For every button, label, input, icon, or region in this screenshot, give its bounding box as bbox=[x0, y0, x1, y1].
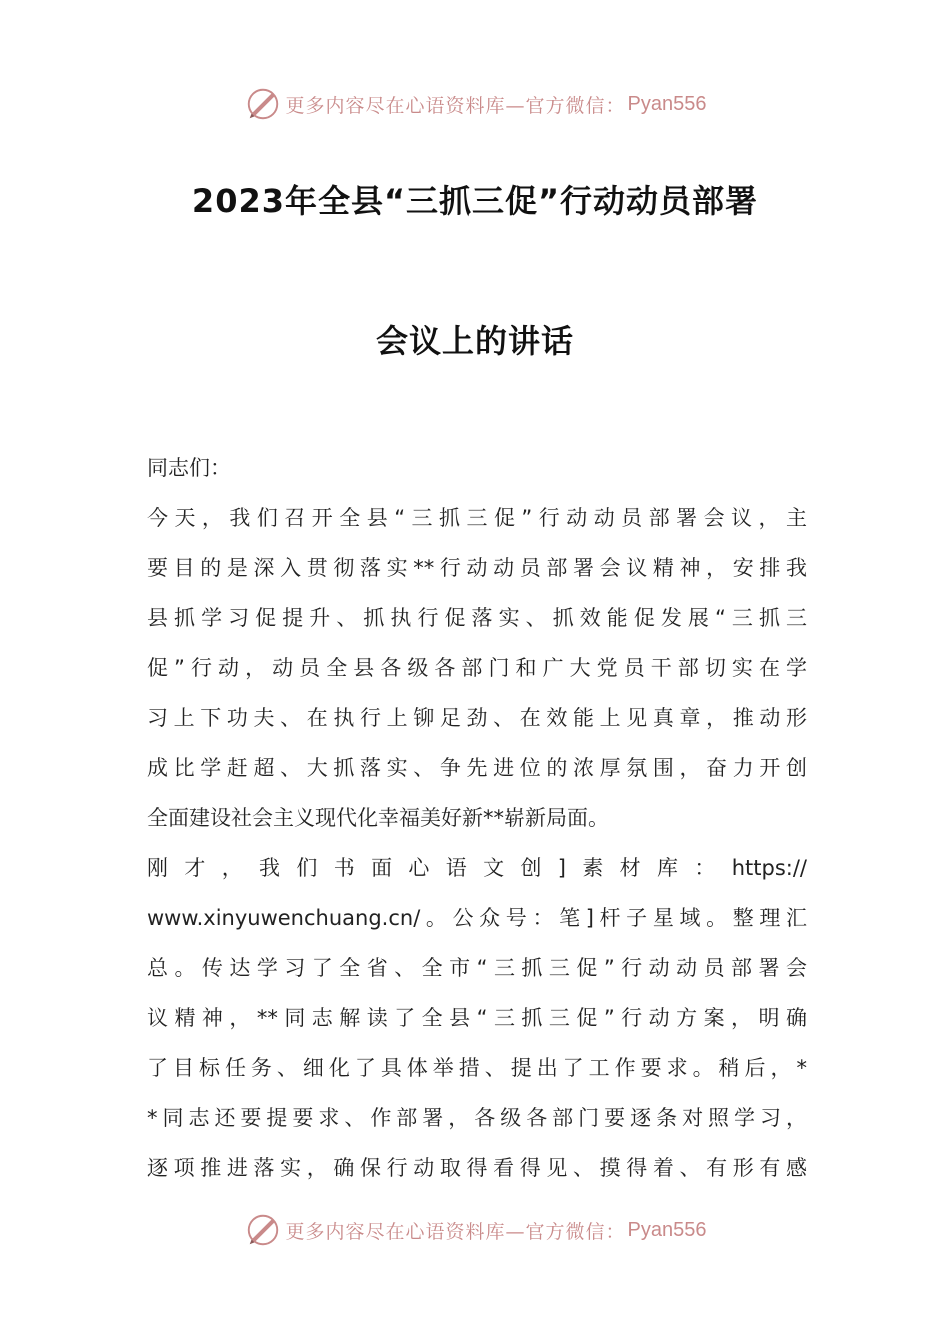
text-line: 要目的是深入贯彻落实**行动动员部署会议精神，安排我 bbox=[147, 556, 807, 580]
pen-logo-icon bbox=[244, 1211, 282, 1249]
salutation: 同志们： bbox=[147, 456, 231, 480]
header-watermark bbox=[0, 82, 950, 126]
text-line: 了目标任务、细化了具体举措、提出了工作要求。稍后，* bbox=[147, 1056, 807, 1080]
text-line: 今天，我们召开全县“三抓三促”行动动员部署会议，主 bbox=[147, 506, 807, 530]
title-line-1: 2023年全县“三抓三促”行动动员部署 bbox=[191, 182, 759, 220]
text-line: 县抓学习促提升、抓执行促落实、抓效能促发展“三抓三 bbox=[147, 606, 807, 630]
text-line: 促”行动，动员全县各级各部门和广大党员干部切实在学 bbox=[147, 656, 807, 680]
watermark-text: 更多内容尽在心语资料库—官方微信： bbox=[285, 1220, 626, 1243]
speech-body bbox=[147, 443, 807, 1193]
text-line: 议精神，**同志解读了全县“三抓三促”行动方案，明确 bbox=[147, 1006, 807, 1030]
title-line-2: 会议上的讲话 bbox=[375, 322, 574, 360]
text-line: 总。传达学习了全省、全市“三抓三促”行动动员部署会 bbox=[147, 956, 807, 980]
text-line: 刚才，我们书面心语文创]素材库：https:// bbox=[147, 856, 807, 880]
text-line: *同志还要提要求、作部署，各级各部门要逐条对照学习， bbox=[147, 1106, 807, 1130]
text-line: www.xinyuwenchuang.cn/。公众号：笔]杆子星域。整理汇 bbox=[147, 906, 807, 930]
text-line: 全面建设社会主义现代化幸福美好新**崭新局面。 bbox=[147, 806, 609, 830]
text-line: 习上下功夫、在执行上铆足劲、在效能上见真章，推动形 bbox=[147, 706, 807, 730]
pen-logo-icon bbox=[244, 85, 282, 123]
text-line: 成比学赶超、大抓落实、争先进位的浓厚氛围，奋力开创 bbox=[147, 756, 807, 780]
watermark-id: Pyan556 bbox=[627, 92, 707, 115]
watermark-text: 更多内容尽在心语资料库—官方微信： bbox=[285, 94, 626, 117]
footer-watermark bbox=[0, 1208, 950, 1252]
watermark-id: Pyan556 bbox=[627, 1218, 707, 1241]
text-line: 逐项推进落实，确保行动取得看得见、摸得着、有形有感 bbox=[147, 1156, 807, 1180]
